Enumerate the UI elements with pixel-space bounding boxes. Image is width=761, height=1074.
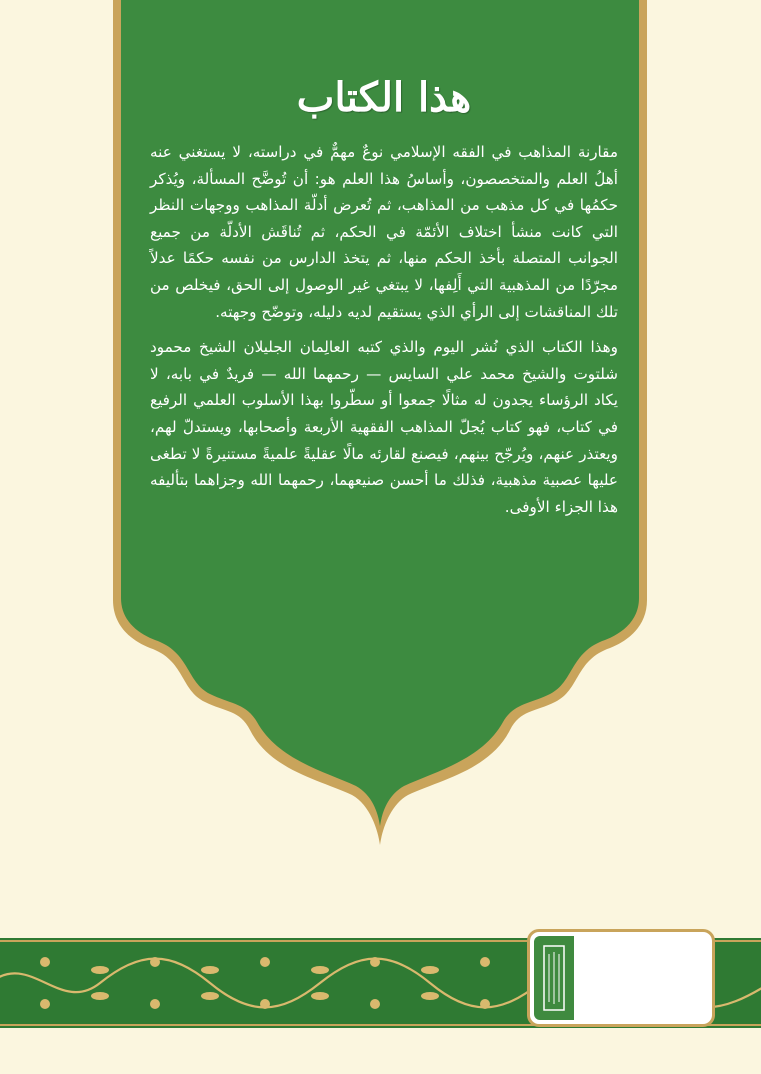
- publisher-logo-strip: [534, 936, 574, 1020]
- description-paragraph-2: وهذا الكتاب الذي نُشر اليوم والذي كتبه العالِمان الجليلان الشيخ محمود شلتوت والشيخ محمد علي السايس — رحمهما الله — فريدٌ في بابه، لا يكاد الرؤساء يجدون له مثالًا جمعوا أو سطّروا بهذا الأسلوب العلمي الرفيع في كتاب، فهو كتاب يُجلّ المذاهب الفقهية الأربعة وأصحابها، ويستدلّ لهم، ويعتذر عنهم، ويُرجّح بينهم، فيصنع لقارئه مالًا عقليةً علميةً مستنيرةً لا تطغى عليها عصبية مذهبية، فذلك ما أحسن صنيعهما، رحمهما الله وجزاهما بتأليفه هذا الجزاء الأوفى.: [150, 338, 618, 516]
- publisher-logo-icon: [534, 936, 574, 1020]
- description-block: [150, 60, 618, 529]
- description-paragraph-1: مقارنة المذاهب في الفقه الإسلامي نوعٌ مهمٌّ في دراسته، لا يستغني عنه أهلُ العلم والمتخصصون، وأساسُ هذا العلم هو: أن تُوضَّح المسألة، ويُذكر حكمُها في كل مذهب من المذاهب، ثم تُعرض أدلّة المذاهب ووجهات النظر التي كانت منشأ اختلاف الأئمّة في الحكم، ثم تُناقَش الأدلّة من جميع الجوانب المتصلة بأخذ الحكم منها، ثم يتخذ الدارس من نفسه حكمًا عدلاً مجرّدًا من المذهبية التي أَلِفها، لا يبتغي غير الوصول إلى الحق، فيخلص من تلك المناقشات إلى الرأي الذي يستقيم لديه دليله، وتوضّح وجهته.: [150, 143, 618, 321]
- book-title: هذا الكتاب: [296, 74, 472, 121]
